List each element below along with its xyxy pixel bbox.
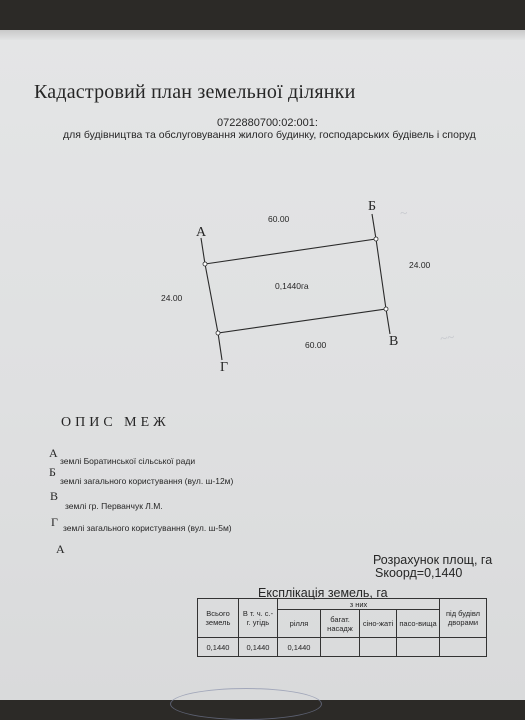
vertex-tick-g (218, 333, 222, 360)
cell-total: 0,1440 (198, 638, 239, 657)
vertex-tick-v (386, 309, 390, 334)
cell-arable: 0,1440 (278, 638, 321, 657)
boundary-description: землі гр. Перванчук Л.М. (65, 501, 163, 511)
pen-show-through: ~ (400, 205, 408, 220)
header-hayfields: сіно-жаті (360, 610, 397, 638)
vertex-tick-a (201, 238, 205, 264)
header-agri: В т. ч. с.-г. угідь (239, 599, 278, 638)
vertex-label-a: А (196, 225, 207, 240)
vertex-label-b: Б (368, 199, 377, 214)
header-arable: рілля (278, 610, 321, 638)
stamp-mark (170, 688, 322, 720)
header-of-which: з них (278, 599, 440, 610)
explication-title: Експлікація земель, га (258, 586, 388, 600)
plot-area-label: 0,1440га (275, 281, 309, 291)
boundary-letter: Г (51, 515, 58, 529)
boundary-description: землі Боратинської сільської ради (60, 456, 196, 466)
vertex-tick-b (372, 214, 376, 239)
document-title: Кадастровий план земельної ділянки (34, 81, 356, 103)
area-calc-heading: Розрахунок площ, га (373, 553, 493, 567)
dimension-top: 60.00 (268, 214, 290, 224)
header-pastures: пасо-вища (397, 610, 440, 638)
cell-yards (440, 638, 487, 657)
dimension-left: 24.00 (161, 293, 183, 303)
cell-hayfields (360, 638, 397, 657)
area-calc-value: Ѕкоорд=0,1440 (375, 566, 463, 580)
explication-table (197, 598, 487, 657)
boundary-letter: А (56, 542, 65, 556)
cell-perennial (321, 638, 360, 657)
vertex-label-g: Г (220, 360, 229, 375)
vertex-point-a (203, 262, 207, 266)
dimension-right: 24.00 (409, 260, 431, 270)
vertex-point-v (384, 307, 388, 311)
boundary-letter: В (50, 489, 59, 503)
boundary-description: землі загального користування (вул. ш-12м) (60, 476, 234, 486)
cell-pastures (397, 638, 440, 657)
vertex-point-b (374, 237, 378, 241)
boundary-letter: А (49, 446, 58, 460)
header-perennial: багат. насадж (321, 610, 360, 638)
dimension-bottom: 60.00 (305, 340, 327, 350)
vertex-label-v: В (389, 334, 399, 349)
cadastral-number: 0722880700:02:001: (217, 117, 318, 129)
cell-agri: 0,1440 (239, 638, 278, 657)
boundaries-heading: ОПИС МЕЖ (61, 415, 170, 430)
pen-show-through: ~~ (438, 329, 455, 346)
boundary-description: землі загального користування (вул. ш-5м) (63, 523, 232, 533)
header-total: Всього земель (198, 599, 239, 638)
land-purpose: для будівництва та обслуговування жилого будинку, господарських будівель і споруд (63, 129, 476, 141)
vertex-point-g (216, 331, 220, 335)
header-yards: під будівл дворами (440, 599, 487, 638)
boundary-letter: Б (49, 465, 56, 479)
